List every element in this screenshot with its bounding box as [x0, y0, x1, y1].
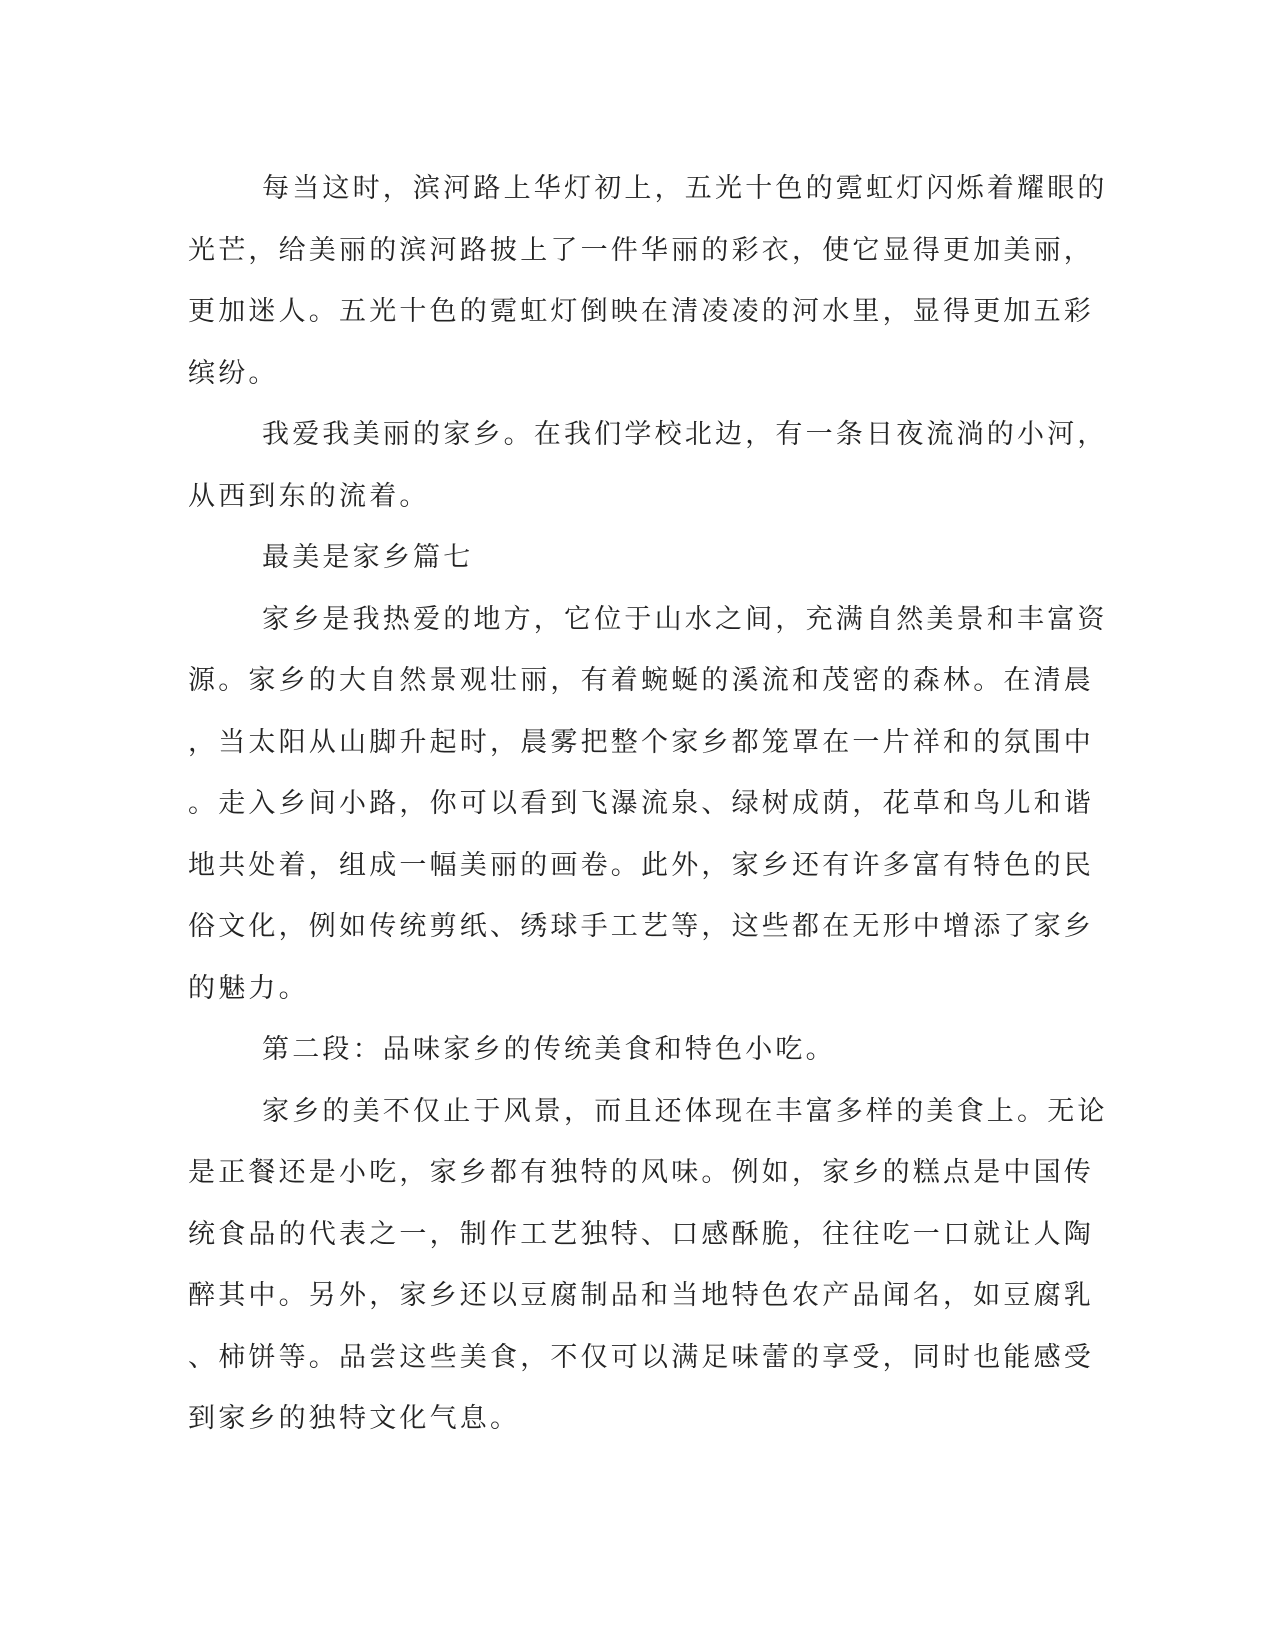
paragraph-line: 更加迷人。五光十色的霓虹灯倒映在清凌凌的河水里，显得更加五彩 — [188, 296, 1094, 327]
paragraph-line: ，当太阳从山脚升起时，晨雾把整个家乡都笼罩在一片祥和的氛围中 — [188, 726, 1094, 758]
paragraph-line: 、柿饼等。品尝这些美食，不仅可以满足味蕾的享受，同时也能感受 — [188, 1341, 1094, 1373]
paragraph-line: 我爱我美丽的家乡。在我们学校北边，有一条日夜流淌的小河， — [262, 419, 1108, 450]
paragraph-line: 家乡是我热爱的地方，它位于山水之间，充满自然美景和丰富资 — [262, 603, 1108, 635]
paragraph-line: 俗文化，例如传统剪纸、绣球手工艺等，这些都在无形中增添了家乡 — [188, 911, 1094, 942]
paragraph-line: 源。家乡的大自然景观壮丽，有着蜿蜒的溪流和茂密的森林。在清晨 — [188, 665, 1094, 696]
paragraph-line: 每当这时，滨河路上华灯初上，五光十色的霓虹灯闪烁着耀眼的 — [262, 173, 1108, 204]
paragraph-line: 光芒，给美丽的滨河路披上了一件华丽的彩衣，使它显得更加美丽， — [188, 234, 1094, 266]
paragraph-line: 缤纷。 — [188, 357, 279, 389]
paragraph-line: 是正餐还是小吃，家乡都有独特的风味。例如，家乡的糕点是中国传 — [188, 1157, 1094, 1188]
document-body — [188, 158, 1108, 1450]
paragraph-line: 家乡的美不仅止于风景，而且还体现在丰富多样的美食上。无论 — [262, 1095, 1108, 1127]
section-heading: 第二段：品味家乡的传统美食和特色小吃。 — [262, 1034, 836, 1065]
paragraph-line: 的魅力。 — [188, 972, 309, 1004]
paragraph-line: 从西到东的流着。 — [188, 480, 430, 512]
paragraph-line: 地共处着，组成一幅美丽的画卷。此外，家乡还有许多富有特色的民 — [188, 849, 1094, 881]
paragraph-line: 醉其中。另外，家乡还以豆腐制品和当地特色农产品闻名，如豆腐乳 — [188, 1280, 1094, 1311]
paragraph-line: 统食品的代表之一，制作工艺独特、口感酥脆，往往吃一口就让人陶 — [188, 1218, 1094, 1250]
paragraph-line: 到家乡的独特文化气息。 — [188, 1403, 521, 1434]
section-heading: 最美是家乡篇七 — [262, 542, 474, 573]
paragraph-line: 。走入乡间小路，你可以看到飞瀑流泉、绿树成荫，花草和鸟儿和谐 — [188, 788, 1094, 819]
